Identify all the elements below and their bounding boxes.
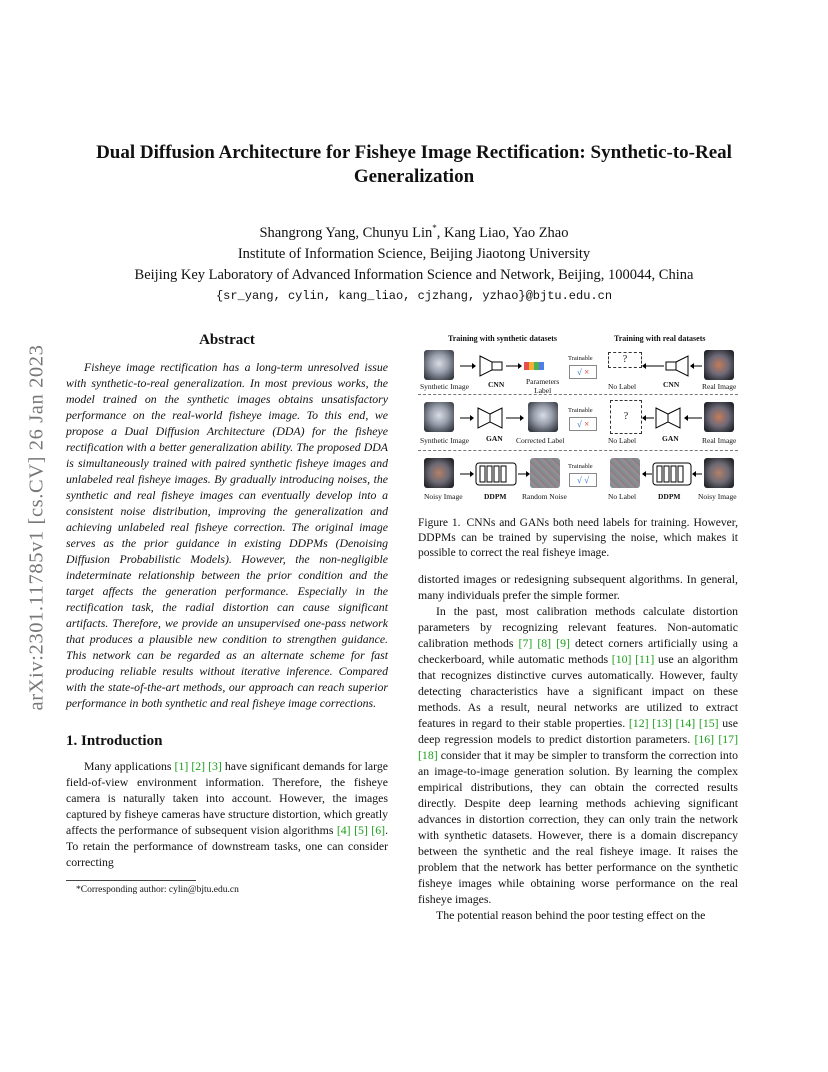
trainable-box <box>569 365 597 379</box>
label-parameters-line2: Label <box>534 386 552 395</box>
label-synthetic-image-2: Synthetic Image <box>420 436 469 445</box>
citation-link[interactable]: [14] <box>675 716 696 730</box>
cross-icon: × <box>584 419 590 429</box>
label-cnn: CNN <box>488 380 505 389</box>
right-paragraph-1 <box>418 603 738 907</box>
noisy-real-image-thumb <box>704 458 734 488</box>
abstract-text: Fisheye image rectification has a long-term unresolved issue with synthetic-to-real generalization. In most previous works, the model trained on the synthetic images obtains unsatisfactory performance on the real-world fisheye image. To this end, we propose a Dual Diffusion Architecture (DDA) for the fisheye rectification with a better generalization ability. The proposed DDA is simultaneously trained with paired synthetic fisheye images and unlabeled real fisheye images. By gradually introducing noises, the synthetic and real fisheye images can eventually develop into a consistent noise distribution, improving the generalization and achieving unlabeled real fisheye correction. The original image serves as the prior guidance in existing DDPMs (Denoising Diffusion Probabilistic Models). However, the non-negligible indeterminate relationship between the prior condition and the target affects the generation performance. Especially in the rectification task, the radial distortion can cause significant artifacts. Therefore, we provide an unsupervised one-pass network that produces a plausible new condition to strengthen guidance. This network can be regarded as an alternate scheme for fast producing reliable results without iterative inference. Compared with the state-of-the-art methods, our approach can reach superior performance in both synthetic and real fisheye image corrections. <box>66 360 388 710</box>
citation-link[interactable]: [9] <box>556 636 570 650</box>
author-names <box>60 218 768 244</box>
label-gan: GAN <box>486 434 503 443</box>
text-run: In the past, most calibration methods calculate distortion parameters by recognizing relevant features. Non-automatic calibration methods <box>418 604 738 650</box>
label-synthetic-image: Synthetic Image <box>420 382 469 391</box>
author-names-rest: , Kang Liao, Yao Zhao <box>436 224 569 241</box>
citation-link[interactable]: [17] <box>718 732 738 746</box>
row-divider-2 <box>418 450 738 451</box>
author-emails: {sr_yang, cylin, kang_liao, cjzhang, yzhao}@bjtu.edu.cn <box>215 288 613 303</box>
label-cnn-right: CNN <box>663 380 680 389</box>
question-box: ? <box>608 352 642 368</box>
text-run: . To retain the performance of downstream tasks, one can consider correcting <box>66 823 389 869</box>
random-noise-thumb <box>530 458 560 488</box>
left-column <box>66 330 388 895</box>
arxiv-stamp <box>22 292 52 762</box>
text-run: consider that it may be simpler to transform the correction into an image-to-image generation solution. By learning the complex empirical distributions, they can obtain the corrected results directly. Despite deep learning methods achieving significant advances in distortion correction, they can only train the network with synthetic datasets. However, there is a domain discrepancy between the synthetic and the real fisheye image. It raises the problem that the network has better performance on the synthetic fisheye images while obtaining worse performance on the real fisheye images. <box>418 748 738 906</box>
footnote-divider <box>66 880 196 881</box>
citation-link[interactable]: [11] <box>635 652 655 666</box>
text-run: use an algorithm that recognizes distinctive curves automatically. However, faulty detecting characteristics have a significant impact on these methods. As a result, neural networks are utilized to extract features in regard to their stable properties. <box>418 652 738 730</box>
trainable-box-2 <box>569 417 597 431</box>
citation-link[interactable]: [18] <box>418 748 438 762</box>
question-box-2: ? <box>610 400 642 434</box>
caption-label: Figure 1. <box>418 517 461 529</box>
ddpm-diagram-left <box>458 460 532 488</box>
citation-link[interactable]: [12] <box>628 716 649 730</box>
ddpm-diagram-right <box>640 460 704 488</box>
footnote: *Corresponding author: cylin@bjtu.edu.cn <box>76 885 239 895</box>
check-icon: √ <box>576 367 582 377</box>
citation-link[interactable]: [15] <box>698 716 719 730</box>
label-trainable-2: Trainable <box>568 407 593 414</box>
label-gan-right: GAN <box>662 434 679 443</box>
check-icon: √ <box>576 475 582 485</box>
affiliation-2: Beijing Key Laboratory of Advanced Information Science and Network, Beijing, 100044, China <box>134 266 694 283</box>
label-no-label: No Label <box>608 382 637 391</box>
label-noisy-image-right: Noisy Image <box>698 492 737 501</box>
citation-link[interactable]: [2] <box>191 759 206 773</box>
citation-link[interactable]: [13] <box>652 716 672 730</box>
corrected-label-thumb <box>528 402 558 432</box>
noise-output-thumb <box>610 458 640 488</box>
citation-link[interactable]: [10] <box>611 652 632 666</box>
label-ddpm-right: DDPM <box>658 492 681 501</box>
synthetic-image-thumb <box>424 350 454 380</box>
text-run: detect corners artificially using a checkerboard, while automatic methods <box>418 636 739 666</box>
text-run: have significant demands for large field-of-view environment information. Therefore, the fisheye camera is naturally taken into account. However, the images captured by fisheye cameras have structure distortion, which greatly affects the performance of subsequent vision algorithms <box>66 759 389 837</box>
check-icon: √ <box>584 475 590 485</box>
label-parameters <box>526 377 559 395</box>
trainable-box-3 <box>569 473 597 487</box>
figure-1 <box>418 330 738 508</box>
label-trainable-3: Trainable <box>568 463 593 470</box>
corresponding-star: * <box>432 223 437 233</box>
intro-paragraph-1 <box>66 758 388 870</box>
citation-link[interactable]: [7] <box>518 636 533 650</box>
label-real-image-2: Real Image <box>702 436 737 445</box>
real-image-thumb <box>704 350 734 380</box>
paper-title: Dual Diffusion Architecture for Fisheye Image Rectification: Synthetic-to-Real Generalization <box>96 142 732 187</box>
label-parameters-line1: Parameters <box>526 377 560 386</box>
figure-header-synthetic: Training with synthetic datasets <box>448 334 557 343</box>
citation-link[interactable]: [1] <box>174 759 189 773</box>
introduction-heading: 1. Introduction <box>66 733 163 749</box>
citation-link[interactable]: [16] <box>694 732 715 746</box>
caption-text: CNNs and GANs both need labels for training. However, DDPMs can be trained by supervising the noise, which makes it possible to correct the real fisheye image. <box>418 517 739 559</box>
label-corrected-label: Corrected Label <box>516 436 565 445</box>
label-noisy-image: Noisy Image <box>424 492 463 501</box>
author-names-first: Shangrong Yang, Chunyu Lin <box>259 224 433 241</box>
citation-link[interactable]: [8] <box>537 636 552 650</box>
citation-link[interactable]: [5] <box>354 823 368 837</box>
label-real-image: Real Image <box>702 382 737 391</box>
cross-icon: × <box>584 367 590 377</box>
check-icon: √ <box>576 419 582 429</box>
text-run: Many applications <box>84 759 175 773</box>
real-image-thumb-2 <box>704 402 734 432</box>
right-paragraph-0: distorted images or redesigning subsequent algorithms. In general, many individuals prefer the simple former. <box>418 572 738 602</box>
citation-link[interactable]: [6] <box>371 823 386 837</box>
label-trainable: Trainable <box>568 355 593 362</box>
figure-caption <box>418 516 738 561</box>
row-divider <box>418 394 738 395</box>
text-run: use deep regression models to predict distortion parameters. <box>418 716 738 746</box>
author-block <box>60 218 768 307</box>
cnn-diagram-right <box>640 352 704 380</box>
synthetic-image-thumb-2 <box>424 402 454 432</box>
arxiv-stamp-text: arXiv:2301.11785v1 [cs.CV] 26 Jan 2023 <box>25 344 48 710</box>
affiliation-1: Institute of Information Science, Beijing Jiaotong University <box>237 245 591 262</box>
label-random-noise: Random Noise <box>522 492 567 501</box>
abstract-heading: Abstract <box>199 332 255 348</box>
label-no-label-3: No Label <box>608 492 637 501</box>
right-column <box>418 330 738 923</box>
label-ddpm: DDPM <box>484 492 507 501</box>
figure-header-real: Training with real datasets <box>614 334 706 343</box>
citation-link[interactable]: [3] <box>208 759 222 773</box>
citation-link[interactable]: [4] <box>336 823 351 837</box>
cnn-diagram-left <box>458 352 548 380</box>
gan-diagram-left <box>458 404 538 432</box>
label-no-label-2: No Label <box>608 436 637 445</box>
right-paragraph-2: The potential reason behind the poor testing effect on the <box>436 908 706 922</box>
noisy-image-thumb <box>424 458 454 488</box>
gan-diagram-right <box>640 404 704 432</box>
